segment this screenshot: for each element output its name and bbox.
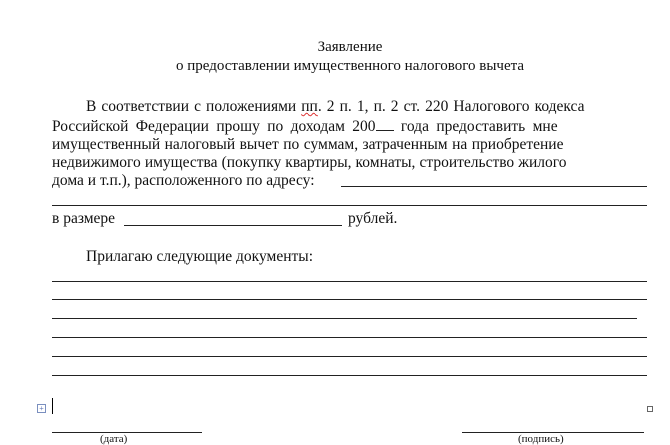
- para-line-5: дома и т.п.), расположенного по адресу:: [52, 172, 315, 189]
- signature-caption: (подпись): [518, 433, 564, 445]
- para-text: . 2 п. 1, п. 2 ст. 220 Налогового кодекса: [317, 98, 585, 115]
- para-text: Российской Федерации прошу по доходам 200: [52, 118, 376, 135]
- para-text: года предоставить мне: [393, 118, 558, 135]
- text-cursor: [52, 398, 53, 414]
- attachment-line-1[interactable]: [52, 281, 647, 282]
- attachment-line-6[interactable]: [52, 375, 647, 376]
- attachment-line-3[interactable]: [52, 318, 637, 319]
- address-line[interactable]: [341, 186, 647, 187]
- attachment-line-5[interactable]: [52, 356, 647, 357]
- table-move-handle-icon[interactable]: +: [37, 404, 46, 413]
- amount-blank[interactable]: [124, 225, 342, 226]
- year-blank[interactable]: [376, 117, 394, 131]
- spellcheck-word: пп: [301, 98, 318, 115]
- attachments-label: Прилагаю следующие документы:: [86, 248, 314, 265]
- para-line-4: недвижимого имущества (покупку квартиры, комнаты, строительство жилого: [52, 154, 567, 171]
- amount-prefix: в размере: [52, 210, 116, 227]
- document-subtitle: о предоставлении имущественного налогового вычета: [175, 58, 525, 74]
- attachment-line-4[interactable]: [52, 337, 647, 338]
- attachment-line-2[interactable]: [52, 299, 647, 300]
- para-text: В соответствии с положениями: [86, 98, 302, 115]
- table-resize-handle-icon[interactable]: [647, 406, 653, 412]
- para-line-1: [86, 98, 584, 117]
- document-title: Заявление: [317, 39, 383, 55]
- para-line-3: имущественный налоговый вычет по суммам, затраченным на приобретение: [52, 136, 564, 153]
- para-line-2: [52, 117, 558, 137]
- date-caption: (дата): [100, 433, 128, 445]
- amount-suffix: рублей.: [348, 210, 398, 227]
- address-line-2[interactable]: [52, 205, 647, 206]
